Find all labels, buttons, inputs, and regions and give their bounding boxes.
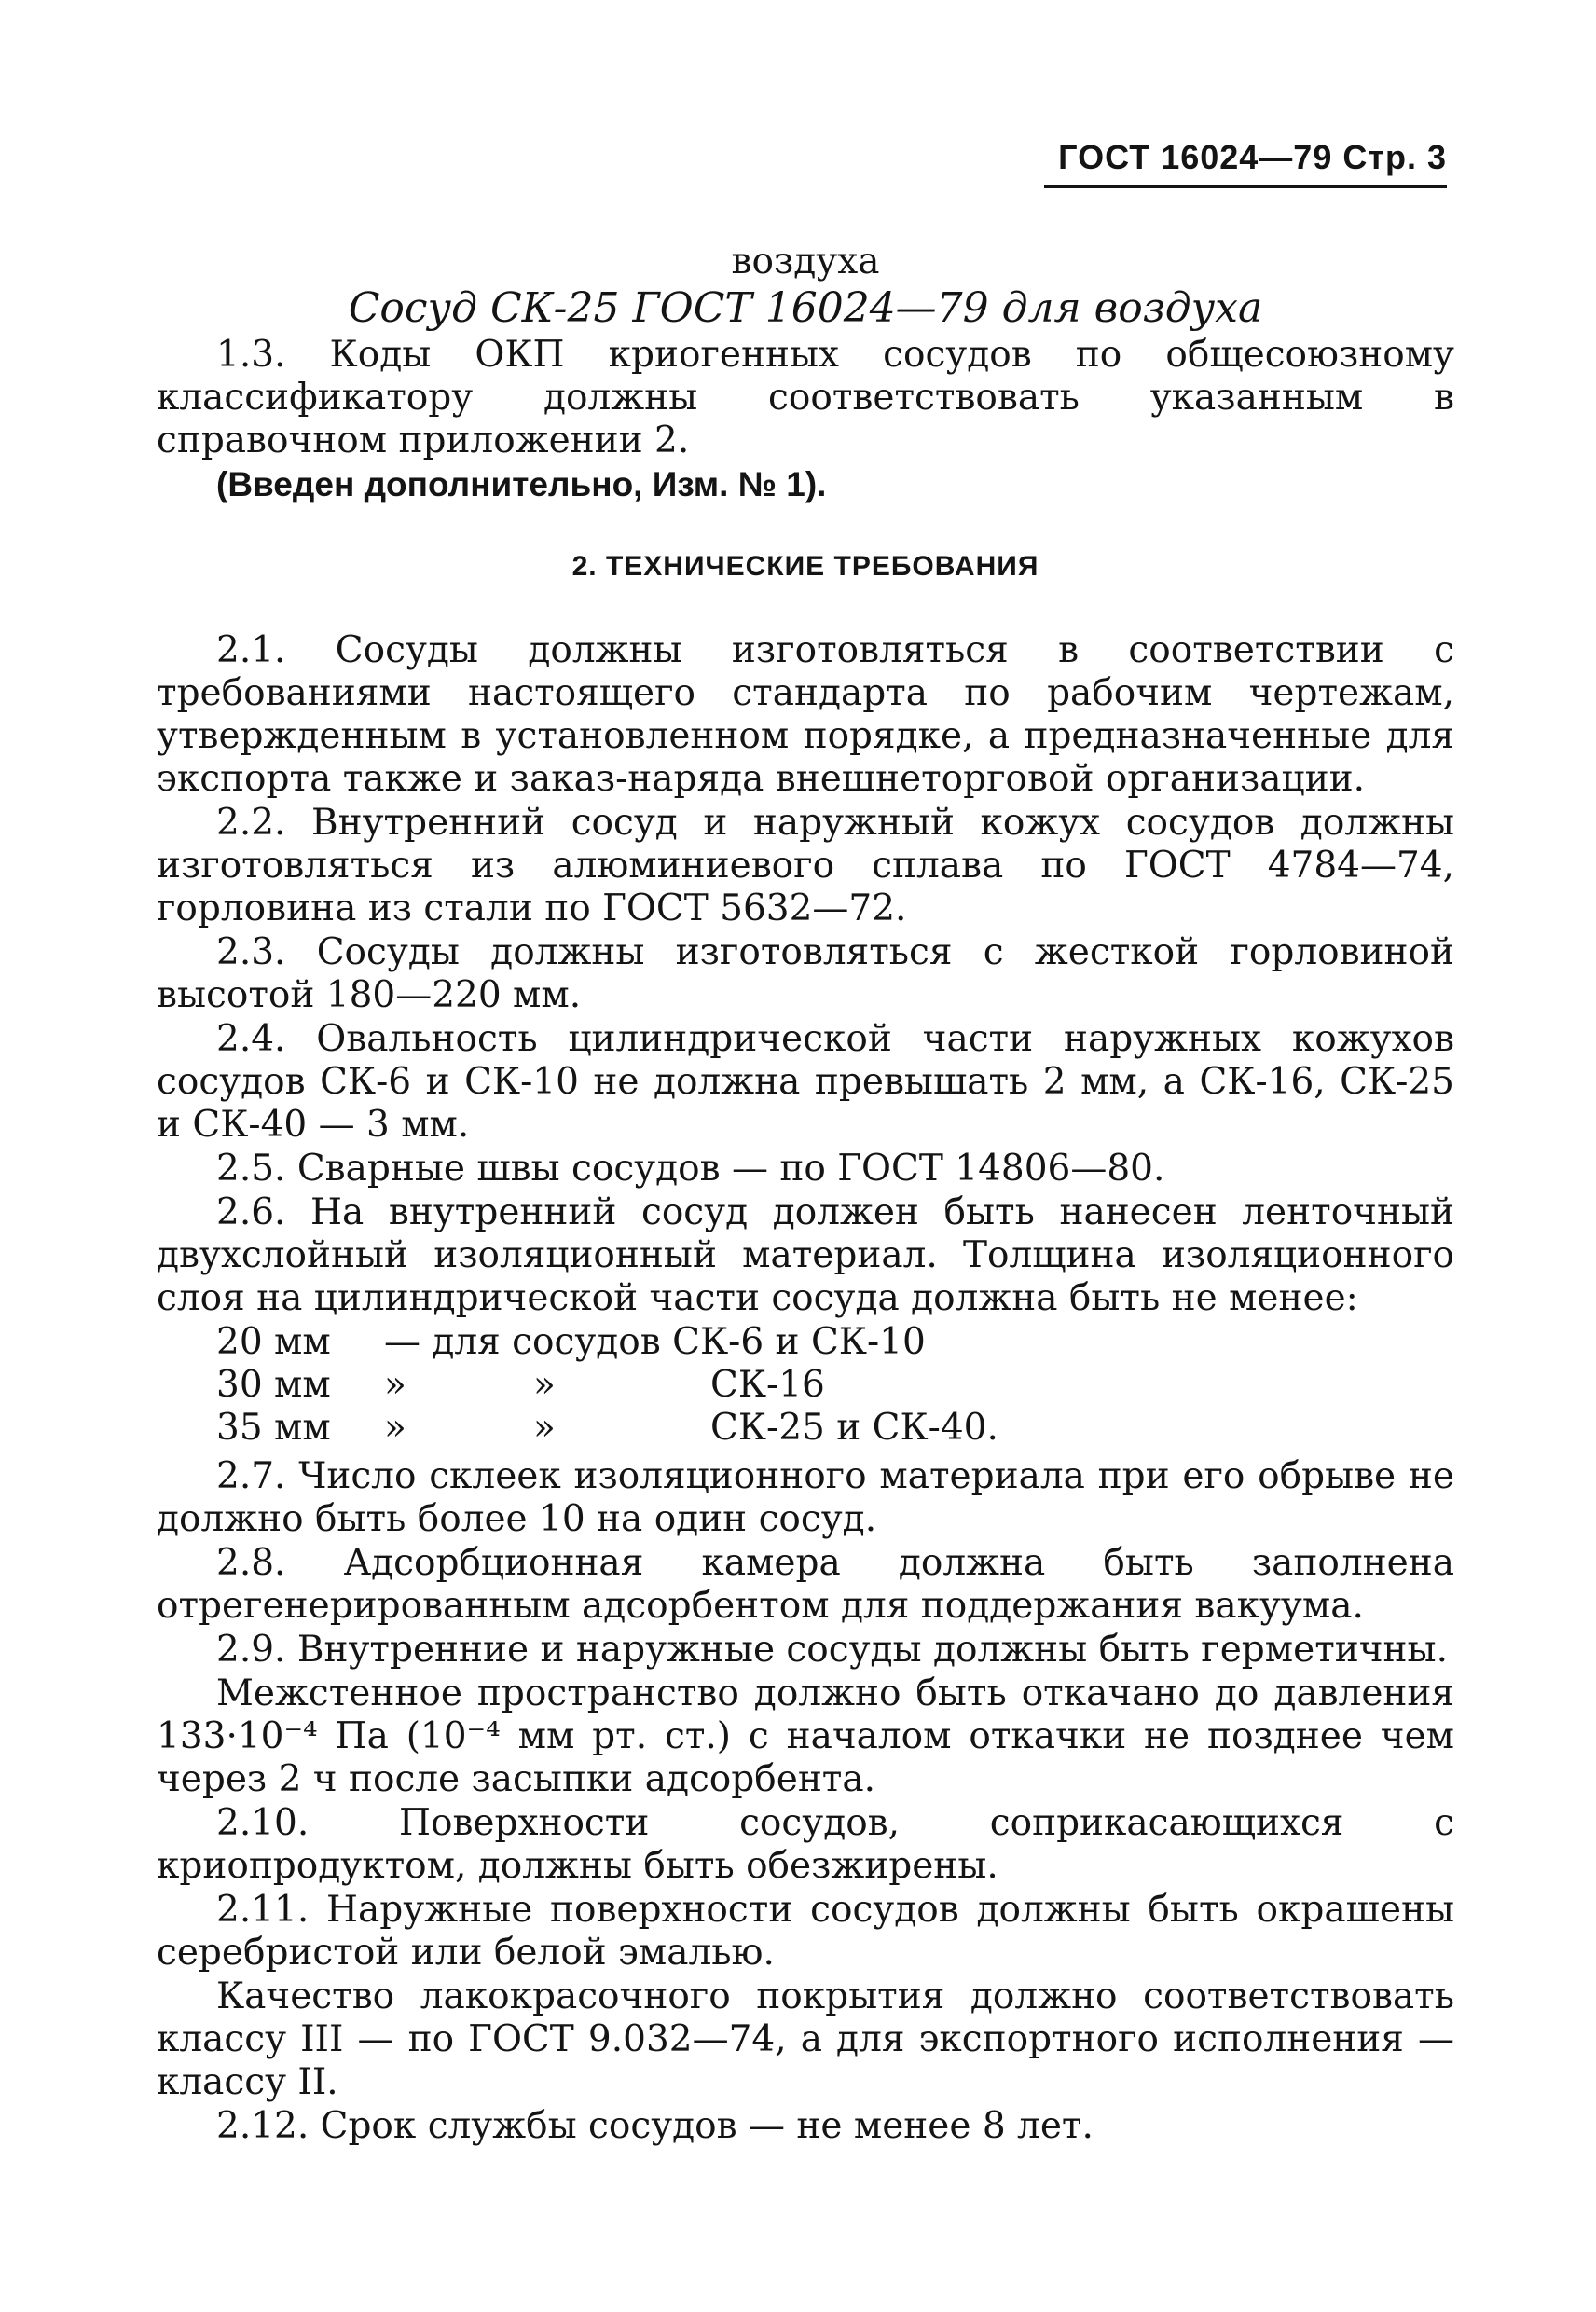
paragraph-2-5: 2.5. Сварные швы сосудов — по ГОСТ 14806—80. — [216, 1148, 1165, 1190]
amendment-note: (Введен дополнительно, Изм. № 1). — [216, 465, 827, 503]
paragraph-2-8: 2.8. Адсорбционная камера должна быть заполнена отрегенерированным адсорбентом для поддержания вакуума. — [157, 1542, 1454, 1627]
paragraph-2-10: 2.10. Поверхности сосудов, соприкасающихся с криопродуктом, должны быть обезжирены. — [157, 1802, 1454, 1887]
paragraph-2-7: 2.7. Число склеек изоляционного материала при его обрыве не должно быть более 10 на один сосуд. — [157, 1455, 1454, 1540]
intro-designation: Сосуд СК-25 ГОСТ 16024—79 для воздуха — [348, 284, 1263, 332]
thickness-row — [216, 1364, 1270, 1407]
section-title: 2. ТЕХНИЧЕСКИЕ ТРЕБОВАНИЯ — [571, 551, 1039, 582]
vessel-type: СК-25 и СК-40. — [710, 1407, 998, 1449]
paragraph-2-6: 2.6. На внутренний сосуд должен быть нанесен ленточный двухслойный изоляционный материал. Толщина изоляционного слоя на цилиндрической части сосуда должна быть не менее: — [157, 1191, 1454, 1319]
ditto-mark: » — [384, 1364, 406, 1406]
page-header: ГОСТ 16024—79 Стр. 3 — [1058, 138, 1447, 176]
thickness-desc: — для сосудов СК-6 и СК-10 — [384, 1321, 926, 1363]
ditto-mark: » — [533, 1407, 556, 1449]
vessel-type: СК-16 — [710, 1364, 825, 1406]
paragraph-1-3: 1.3. Коды ОКП криогенных сосудов по общесоюзному классификатору должны соответствовать указанным в справочном приложении 2. — [157, 334, 1454, 461]
ditto-mark: » — [533, 1364, 556, 1406]
intro-line-1: воздуха — [731, 241, 880, 282]
page-body — [157, 241, 1454, 2149]
paragraph-2-4: 2.4. Овальность цилиндрической части наружных кожухов сосудов СК-6 и СК-10 не должна превышать 2 мм, а СК-16, СК-25 и СК-40 — 3 мм. — [157, 1018, 1454, 1146]
thickness-row — [216, 1407, 1270, 1450]
paragraph-2-9: 2.9. Внутренние и наружные сосуды должны быть герметичны. — [216, 1629, 1448, 1671]
paragraph-2-12: 2.12. Срок службы сосудов — не менее 8 лет. — [216, 2105, 1094, 2147]
paragraph-2-2: 2.2. Внутренний сосуд и наружный кожух сосудов должны изготовляться из алюминиевого сплава по ГОСТ 4784—74, горловина из стали по ГОСТ 5632—72. — [157, 802, 1454, 929]
ditto-mark: » — [384, 1407, 406, 1449]
thickness-value: 30 мм — [216, 1364, 331, 1406]
thickness-value: 20 мм — [216, 1321, 331, 1363]
thickness-row — [216, 1321, 1270, 1364]
paragraph-2-11-continued: Качество лакокрасочного покрытия должно соответствовать классу III — по ГОСТ 9.032—74, а для экспортного исполнения — классу II. — [157, 1975, 1454, 2103]
header-rule — [1044, 185, 1447, 188]
paragraph-2-3: 2.3. Сосуды должны изготовляться с жесткой горловиной высотой 180—220 мм. — [157, 931, 1454, 1016]
thickness-table — [216, 1321, 1270, 1450]
paragraph-2-9-continued: Межстенное пространство должно быть откачано до давления 133·10⁻⁴ Па (10⁻⁴ мм рт. ст.) с началом откачки не позднее чем через 2 ч после засыпки адсорбента. — [157, 1672, 1454, 1800]
paragraph-2-1: 2.1. Сосуды должны изготовляться в соответствии с требованиями настоящего стандарта по рабочим чертежам, утвержденным в установленном порядке, а предназначенные для экспорта также и заказ-наряда внешнеторговой организации. — [157, 629, 1454, 800]
thickness-value: 35 мм — [216, 1407, 331, 1449]
paragraph-2-11: 2.11. Наружные поверхности сосудов должны быть окрашены серебристой или белой эмалью. — [157, 1889, 1454, 1974]
